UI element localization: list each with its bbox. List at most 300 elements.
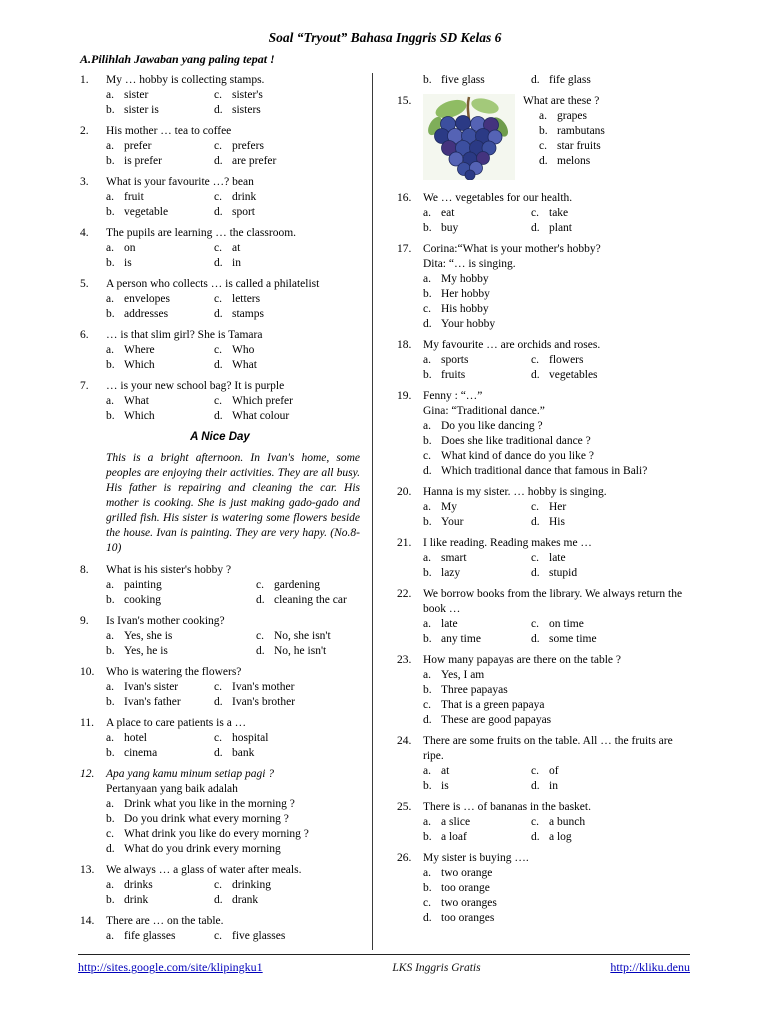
option xyxy=(423,272,690,287)
question-text: … is that slim girl? She is Tamara xyxy=(106,329,263,341)
option xyxy=(423,881,690,896)
option-label: a. xyxy=(106,732,114,744)
question-number: 2. xyxy=(80,125,89,137)
option-label: b. xyxy=(106,696,115,708)
option-text: drinks xyxy=(124,879,153,891)
question-text: Hanna is my sister. … hobby is singing. xyxy=(423,486,607,498)
passage-heading: A Nice Day xyxy=(190,431,250,443)
image-question-content xyxy=(423,94,690,185)
options xyxy=(423,272,690,332)
option xyxy=(531,73,690,88)
option-label: d. xyxy=(214,696,223,708)
question-item xyxy=(80,863,360,908)
options xyxy=(539,109,690,169)
options xyxy=(423,73,690,88)
option-label: b. xyxy=(106,747,115,759)
options xyxy=(106,680,360,710)
question-text: A person who collects … is called a philatelist xyxy=(106,278,320,290)
option-label: d. xyxy=(256,594,265,606)
option-label: c. xyxy=(256,579,264,591)
option-text: is xyxy=(441,780,449,792)
question-body xyxy=(423,338,690,383)
option xyxy=(256,644,360,659)
option-text: star fruits xyxy=(557,140,601,152)
option-text: sister's xyxy=(232,89,263,101)
option xyxy=(214,307,360,322)
option-label: c. xyxy=(539,140,547,152)
question-body xyxy=(106,614,360,659)
options xyxy=(106,731,360,761)
option-label: b. xyxy=(106,410,115,422)
question-text: Gina: “Traditional dance.” xyxy=(423,405,545,417)
option-text: grapes xyxy=(557,110,588,122)
option-text: are prefer xyxy=(232,155,277,167)
question-item xyxy=(397,536,690,581)
question-number: 15. xyxy=(397,95,412,107)
option xyxy=(214,139,360,154)
option-text: What drink you like do every morning ? xyxy=(124,828,309,840)
option-text: lazy xyxy=(441,567,461,579)
options xyxy=(106,292,360,322)
option-label: c. xyxy=(214,344,222,356)
option-text: My hobby xyxy=(441,273,489,285)
option-label: a. xyxy=(423,501,431,513)
option-text: Ivan's brother xyxy=(232,696,296,708)
option xyxy=(106,812,360,827)
question-text: I like reading. Reading makes me … xyxy=(423,537,592,549)
option xyxy=(423,896,690,911)
option xyxy=(106,680,214,695)
question-item xyxy=(80,328,360,373)
option xyxy=(531,551,690,566)
option-label: a. xyxy=(106,89,114,101)
option-label: b. xyxy=(423,831,432,843)
question-text: There is … of bananas in the basket. xyxy=(423,801,591,813)
option-label: a. xyxy=(423,354,431,366)
option-text: fife glasses xyxy=(124,930,176,942)
option-text: vegetables xyxy=(549,369,598,381)
option-text: two oranges xyxy=(441,897,497,909)
option-label: c. xyxy=(423,303,431,315)
option-text: any time xyxy=(441,633,481,645)
question-text: What is your favourite …? bean xyxy=(106,176,254,188)
option-label: c. xyxy=(214,395,222,407)
question-number: 23. xyxy=(397,654,412,666)
option xyxy=(214,292,360,307)
option-label: d. xyxy=(531,633,540,645)
option-text: a bunch xyxy=(549,816,586,828)
option-text: What xyxy=(232,359,257,371)
option-label: b. xyxy=(106,594,115,606)
option xyxy=(531,764,690,779)
options xyxy=(106,578,360,608)
option-label: a. xyxy=(423,618,431,630)
option-text: on time xyxy=(549,618,584,630)
question-body xyxy=(423,73,690,88)
question-number: 3. xyxy=(80,176,89,188)
option xyxy=(214,746,360,761)
option-text: Which xyxy=(124,359,155,371)
question-text: … is your new school bag? It is purple xyxy=(106,380,285,392)
option xyxy=(106,256,214,271)
option-label: d. xyxy=(214,359,223,371)
option-text: drink xyxy=(232,191,257,203)
footer-link-left[interactable]: http://sites.google.com/site/klipingku1 xyxy=(78,960,263,974)
question-number: 26. xyxy=(397,852,412,864)
option-text: late xyxy=(549,552,566,564)
option-label: a. xyxy=(106,879,114,891)
option xyxy=(106,292,214,307)
option-label: b. xyxy=(423,516,432,528)
option-text: Drink what you like in the morning ? xyxy=(124,798,295,810)
option-text: is prefer xyxy=(124,155,162,167)
option-text: is xyxy=(124,257,132,269)
option xyxy=(531,779,690,794)
option-label: c. xyxy=(214,242,222,254)
option-label: c. xyxy=(423,897,431,909)
option-text: at xyxy=(232,242,241,254)
option xyxy=(423,302,690,317)
option xyxy=(214,358,360,373)
option-label: b. xyxy=(106,894,115,906)
option xyxy=(423,464,690,479)
question-item xyxy=(80,563,360,608)
question-item xyxy=(397,851,690,926)
option xyxy=(106,154,214,169)
option-text: What colour xyxy=(232,410,290,422)
option-label: c. xyxy=(423,450,431,462)
option xyxy=(423,815,531,830)
option xyxy=(106,409,214,424)
option-label: a. xyxy=(106,344,114,356)
question-text: How many papayas are there on the table ? xyxy=(423,654,621,666)
option xyxy=(106,190,214,205)
option xyxy=(214,256,360,271)
option-label: b. xyxy=(423,369,432,381)
option-text: Three papayas xyxy=(441,684,508,696)
question-text: My sister is buying …. xyxy=(423,852,529,864)
option-label: c. xyxy=(531,765,539,777)
reading-passage xyxy=(80,430,360,556)
option-text: drank xyxy=(232,894,259,906)
option xyxy=(106,842,360,857)
question-number: 13. xyxy=(80,864,95,876)
question-body xyxy=(423,587,690,647)
section-heading: A.Pilihlah Jawaban yang paling tepat ! xyxy=(80,52,275,66)
option xyxy=(423,911,690,926)
option-label: b. xyxy=(423,567,432,579)
options xyxy=(106,929,360,944)
option-text: sisters xyxy=(232,104,261,116)
footer-link-right[interactable]: http://kliku.denu xyxy=(610,960,690,974)
option-text: What do you drink every morning xyxy=(124,843,281,855)
question-text: My favourite … are orchids and roses. xyxy=(423,339,601,351)
option-label: a. xyxy=(106,798,114,810)
question-number: 4. xyxy=(80,227,89,239)
option-text: rambutans xyxy=(557,125,605,137)
option xyxy=(423,434,690,449)
option-text: Ivan's father xyxy=(124,696,181,708)
question-body xyxy=(106,226,360,271)
option xyxy=(106,139,214,154)
option-label: b. xyxy=(423,882,432,894)
page-title: Soal “Tryout” Bahasa Inggris SD Kelas 6 xyxy=(268,30,502,45)
option xyxy=(106,241,214,256)
question-item xyxy=(80,614,360,659)
question-item xyxy=(80,716,360,761)
option-label: b. xyxy=(106,155,115,167)
option-text: fruit xyxy=(124,191,144,203)
option-label: c. xyxy=(214,732,222,744)
options xyxy=(423,764,690,794)
question-body xyxy=(106,379,360,424)
option xyxy=(423,779,531,794)
option-text: bank xyxy=(232,747,255,759)
option-text: vegetable xyxy=(124,206,169,218)
option xyxy=(531,221,690,236)
question-text: What are these ? xyxy=(523,95,600,107)
two-column-layout xyxy=(80,73,690,950)
option-label: c. xyxy=(531,501,539,513)
option-text: addresses xyxy=(124,308,169,320)
image-question-right xyxy=(523,94,690,185)
option-text: What xyxy=(124,395,149,407)
option-text: Yes, he is xyxy=(124,645,168,657)
options xyxy=(423,668,690,728)
option xyxy=(531,353,690,368)
option xyxy=(106,929,214,944)
question-number: 21. xyxy=(397,537,412,549)
option xyxy=(423,632,531,647)
option xyxy=(106,593,256,608)
question-number: 14. xyxy=(80,915,95,927)
option xyxy=(423,668,690,683)
option-text: What kind of dance do you like ? xyxy=(441,450,594,462)
option-text: sport xyxy=(232,206,255,218)
option-text: on xyxy=(124,242,136,254)
option-label: d. xyxy=(423,714,432,726)
question-number: 18. xyxy=(397,339,412,351)
option-label: c. xyxy=(531,552,539,564)
question-text: We borrow books from the library. We always return the book … xyxy=(423,588,683,615)
option-label: b. xyxy=(106,104,115,116)
option xyxy=(106,644,256,659)
option-text: Do you drink what every morning ? xyxy=(124,813,289,825)
option-text: stupid xyxy=(549,567,578,579)
option-label: b. xyxy=(106,813,115,825)
option xyxy=(106,307,214,322)
option-label: d. xyxy=(214,155,223,167)
option-label: d. xyxy=(214,308,223,320)
question-item xyxy=(397,242,690,332)
option-label: d. xyxy=(214,747,223,759)
option xyxy=(214,88,360,103)
option xyxy=(214,409,360,424)
option-text: a slice xyxy=(441,816,471,828)
question-item xyxy=(397,587,690,647)
question-number: 7. xyxy=(80,380,89,392)
grapes-image-holder xyxy=(423,94,515,185)
option-label: a. xyxy=(423,669,431,681)
option-label: d. xyxy=(423,318,432,330)
option-label: c. xyxy=(214,879,222,891)
option xyxy=(256,593,360,608)
option xyxy=(214,154,360,169)
question-item xyxy=(397,389,690,479)
option-text: five glasses xyxy=(232,930,286,942)
question-body xyxy=(423,536,690,581)
option-label: a. xyxy=(539,110,547,122)
option-text: in xyxy=(232,257,241,269)
question-body xyxy=(106,716,360,761)
option-text: Does she like traditional dance ? xyxy=(441,435,591,447)
footer-center-text: LKS Inggris Gratis xyxy=(392,962,481,974)
option xyxy=(106,358,214,373)
options xyxy=(423,617,690,647)
option-text: stamps xyxy=(232,308,264,320)
question-number: 1. xyxy=(80,74,89,86)
question-body xyxy=(106,277,360,322)
option-text: Which prefer xyxy=(232,395,293,407)
options xyxy=(106,629,360,659)
question-body xyxy=(423,191,690,236)
option-text: Which xyxy=(124,410,155,422)
option-text: Yes, I am xyxy=(441,669,485,681)
question-body xyxy=(423,242,690,332)
question-text: Apa yang kamu minum setiap pagi ? xyxy=(106,768,275,780)
question-body xyxy=(106,863,360,908)
option-label: c. xyxy=(214,681,222,693)
question-item xyxy=(80,73,360,118)
question-item xyxy=(80,379,360,424)
option-label: c. xyxy=(423,699,431,711)
option xyxy=(423,368,531,383)
option-label: d. xyxy=(214,894,223,906)
option-text: a log xyxy=(549,831,572,843)
question-number xyxy=(397,73,423,88)
option-label: a. xyxy=(423,816,431,828)
option xyxy=(214,893,360,908)
option-text: fruits xyxy=(441,369,466,381)
option xyxy=(423,551,531,566)
option xyxy=(106,746,214,761)
option xyxy=(106,578,256,593)
option xyxy=(214,241,360,256)
option-label: a. xyxy=(423,552,431,564)
question-item xyxy=(80,277,360,322)
question-item xyxy=(397,338,690,383)
option-label: c. xyxy=(531,354,539,366)
option-label: a. xyxy=(423,765,431,777)
option-label: a. xyxy=(423,420,431,432)
option-label: b. xyxy=(423,435,432,447)
option-text: fife glass xyxy=(549,74,591,86)
option-label: d. xyxy=(106,843,115,855)
options xyxy=(106,797,360,857)
question-number: 10. xyxy=(80,666,95,678)
options xyxy=(106,394,360,424)
option-text: sister is xyxy=(124,104,159,116)
option-text: His hobby xyxy=(441,303,489,315)
option-label: b. xyxy=(106,359,115,371)
option-label: a. xyxy=(106,930,114,942)
option-label: d. xyxy=(423,912,432,924)
question-body xyxy=(106,767,360,857)
question-text: What is his sister's hobby ? xyxy=(106,564,232,576)
option xyxy=(539,139,690,154)
right-column xyxy=(373,73,690,950)
option-label: b. xyxy=(106,257,115,269)
option-label: b. xyxy=(423,633,432,645)
option-text: sports xyxy=(441,354,469,366)
option xyxy=(539,124,690,139)
option-label: b. xyxy=(423,684,432,696)
option xyxy=(423,500,531,515)
option xyxy=(423,515,531,530)
option-label: a. xyxy=(423,207,431,219)
question-body xyxy=(106,328,360,373)
option-text: melons xyxy=(557,155,591,167)
option-text: of xyxy=(549,765,559,777)
option-label: c. xyxy=(531,618,539,630)
option xyxy=(423,206,531,221)
question-body xyxy=(423,653,690,728)
options xyxy=(106,139,360,169)
option-text: painting xyxy=(124,579,162,591)
option-text: hospital xyxy=(232,732,269,744)
option xyxy=(423,698,690,713)
option-label: a. xyxy=(423,867,431,879)
option-label: c. xyxy=(214,293,222,305)
option xyxy=(106,893,214,908)
option xyxy=(423,287,690,302)
question-number: 8. xyxy=(80,564,89,576)
question-item xyxy=(397,800,690,845)
option xyxy=(106,797,360,812)
option-text: cinema xyxy=(124,747,158,759)
question-item xyxy=(80,665,360,710)
options xyxy=(106,190,360,220)
option xyxy=(106,394,214,409)
option-text: Your hobby xyxy=(441,318,496,330)
option-label: b. xyxy=(106,206,115,218)
option xyxy=(106,827,360,842)
option xyxy=(214,103,360,118)
option-text: plant xyxy=(549,222,572,234)
options xyxy=(423,206,690,236)
option-label: c. xyxy=(214,89,222,101)
option-label: c. xyxy=(531,816,539,828)
options xyxy=(106,343,360,373)
option-label: b. xyxy=(423,74,432,86)
question-number: 9. xyxy=(80,615,89,627)
page-footer xyxy=(78,954,690,976)
question-number: 25. xyxy=(397,801,412,813)
option-text: No, he isn't xyxy=(274,645,327,657)
option xyxy=(531,632,690,647)
option-label: d. xyxy=(531,516,540,528)
option-label: d. xyxy=(531,369,540,381)
option-text: smart xyxy=(441,552,467,564)
option-text: take xyxy=(549,207,569,219)
option-text: too oranges xyxy=(441,912,495,924)
option-text: at xyxy=(441,765,450,777)
option-text: prefer xyxy=(124,140,152,152)
option-text: These are good papayas xyxy=(441,714,552,726)
option xyxy=(106,695,214,710)
question-text: Who is watering the flowers? xyxy=(106,666,242,678)
option-label: d. xyxy=(423,465,432,477)
